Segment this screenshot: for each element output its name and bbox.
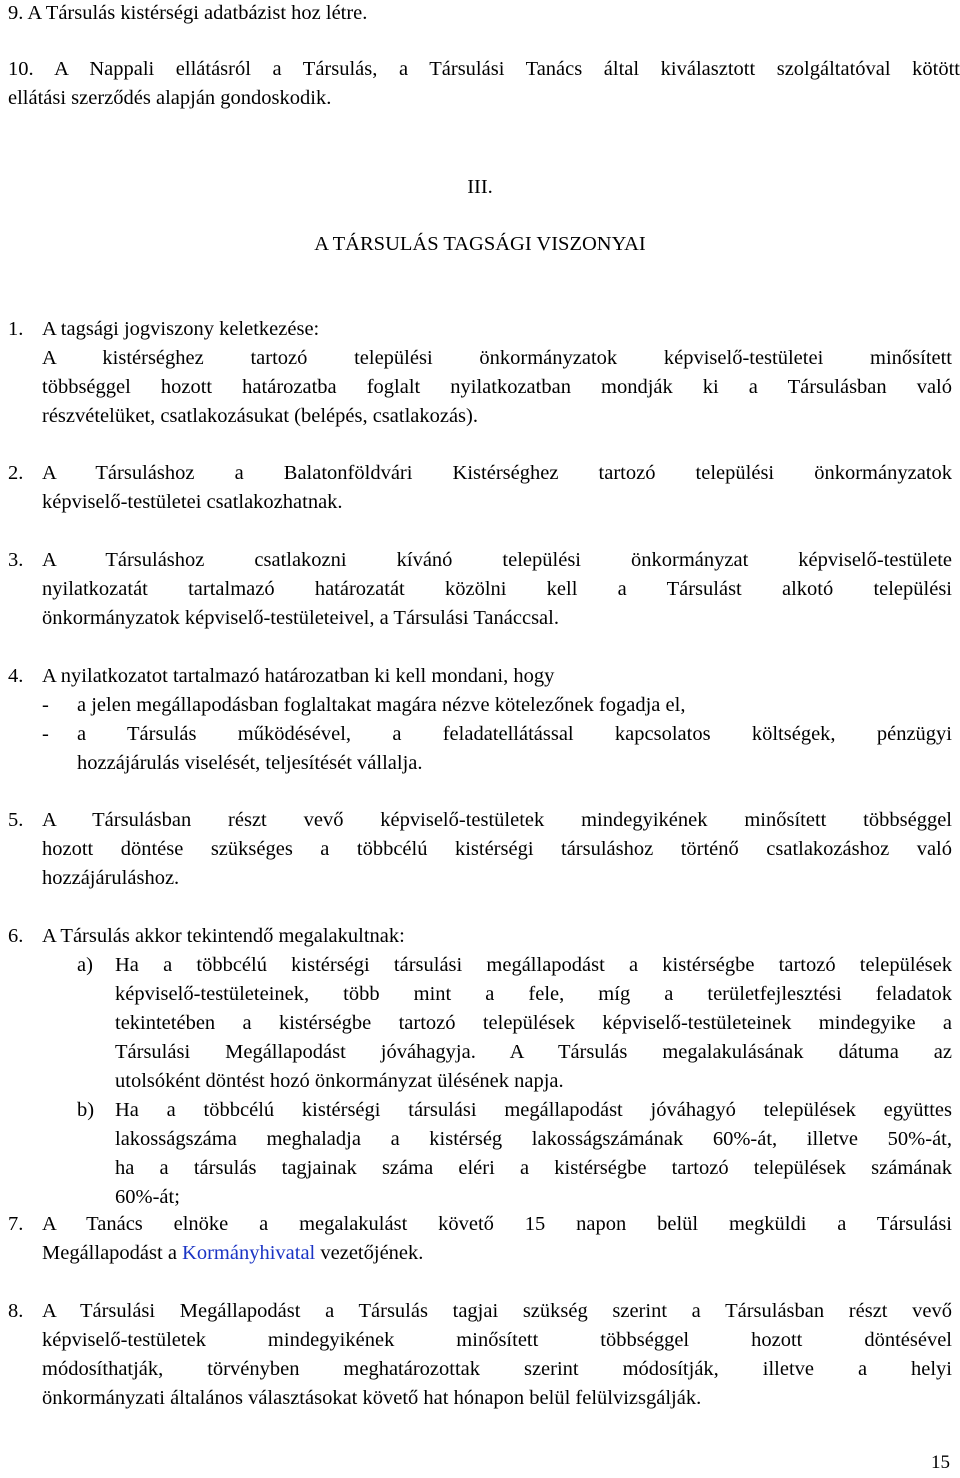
item-4-bullet-2-line-2: hozzájárulás viselését, teljesítését vállalja. [77, 752, 423, 774]
item-4-line-1: A nyilatkozatot tartalmazó határozatban ki kell mondani, hogy [42, 665, 555, 687]
item-10-line-1: 10. A Nappali ellátásról a Társulás, a Társulási Tanács által kiválasztott szolgáltatóval kötött [8, 58, 960, 80]
item-5-line-2: hozott döntése szükséges a többcélú kistérségi társuláshoz történő csatlakozáshoz való [42, 838, 952, 860]
item-6-a-label: a) [77, 954, 93, 976]
item-6-a-line-5: utolsóként döntést hozó önkormányzat ülésének napja. [115, 1070, 564, 1092]
item-8-line-4: önkormányzati általános választásokat követő hat hónapon belül felülvizsgálják. [42, 1387, 702, 1409]
item-6-b-line-3: ha a társulás tagjainak száma eléri a kistérségbe tartozó települések számának [115, 1157, 952, 1179]
item-6-a-line-3: tekintetében a kistérségbe tartozó települések képviselő-testületeinek mindegyike a [115, 1012, 952, 1034]
item-6-b-label: b) [77, 1099, 95, 1121]
item-8-line-2: képviselő-testületek mindegyikének minősített többséggel hozott döntésével [42, 1329, 952, 1351]
item-6-b-line-1: Ha a többcélú kistérségi társulási megállapodást jóváhagyó települések együttes [115, 1099, 952, 1121]
item-6-b-line-4: 60%-át; [115, 1186, 180, 1208]
item-7-number: 7. [8, 1213, 24, 1235]
item-9-text: 9. A Társulás kistérségi adatbázist hoz létre. [8, 2, 368, 24]
chapter-number: III. [467, 176, 493, 198]
item-7-line-2 [42, 1239, 423, 1269]
item-7-line-2-pre: Megállapodást a [42, 1242, 183, 1264]
item-7-line-2-post: vezetőjének. [315, 1242, 424, 1264]
item-6-a-line-4: Társulási Megállapodást jóváhagyja. A Társulás megalakulásának dátuma az [115, 1041, 952, 1063]
chapter-title: A TÁRSULÁS TAGSÁGI VISZONYAI [314, 233, 646, 255]
item-10-line-2: ellátási szerződés alapján gondoskodik. [8, 87, 332, 109]
item-4-bullet-2-line-1: a Társulás működésével, a feladatellátással kapcsolatos költségek, pénzügyi [77, 723, 952, 745]
item-4-bullet-1: a jelen megállapodásban foglaltakat magára nézve kötelezőnek fogadja el, [77, 694, 686, 716]
item-5-line-1: A Társulásban részt vevő képviselő-testületek mindegyikének minősített többséggel [42, 809, 952, 831]
item-1-number: 1. [8, 318, 24, 340]
item-6-number: 6. [8, 925, 24, 947]
item-2-number: 2. [8, 462, 24, 484]
item-1-line-3: többséggel hozott határozatba foglalt nyilatkozatban mondják ki a Társulásban való [42, 376, 952, 398]
item-6-line-1: A Társulás akkor tekintendő megalakultnak: [42, 925, 405, 947]
item-1-line-2: A kistérséghez tartozó települési önkormányzatok képviselő-testületei minősített [42, 347, 952, 369]
item-3-line-2: nyilatkozatát tartalmazó határozatát közölni kell a Társulást alkotó települési [42, 578, 952, 600]
item-4-bullet-1-dash: - [42, 694, 49, 716]
item-3-number: 3. [8, 549, 24, 571]
item-3-line-3: önkormányzatok képviselő-testületeivel, a Társulási Tanáccsal. [42, 607, 559, 629]
item-8-line-3: módosíthatják, törvényben meghatározottak szerint módosítják, illetve a helyi [42, 1358, 952, 1380]
item-6-a-line-1: Ha a többcélú kistérségi társulási megállapodást a kistérségbe tartozó települések [115, 954, 952, 976]
item-8-number: 8. [8, 1300, 24, 1322]
item-3-line-1: A Társuláshoz csatlakozni kívánó települési önkormányzat képviselő-testülete [42, 549, 952, 571]
item-4-bullet-2-dash: - [42, 723, 49, 745]
item-7-line-1: A Tanács elnöke a megalakulást követő 15 napon belül megküldi a Társulási [42, 1213, 952, 1235]
item-1-line-4: részvételüket, csatlakozásukat (belépés, csatlakozás). [42, 405, 478, 427]
kormanyhivatal-link[interactable]: Kormányhivatal [182, 1242, 316, 1264]
item-2-line-2: képviselő-testületei csatlakozhatnak. [42, 491, 343, 513]
item-5-line-3: hozzájáruláshoz. [42, 867, 180, 889]
item-8-line-1: A Társulási Megállapodást a Társulás tagjai szükség szerint a Társulásban részt vevő [42, 1300, 952, 1322]
item-4-number: 4. [8, 665, 24, 687]
page-number: 15 [931, 1452, 950, 1473]
item-2-line-1: A Társuláshoz a Balatonföldvári Kistérséghez tartozó települési önkormányzatok [42, 462, 952, 484]
item-5-number: 5. [8, 809, 24, 831]
item-1-line-1: A tagsági jogviszony keletkezése: [42, 318, 320, 340]
item-6-b-line-2: lakosságszáma meghaladja a kistérség lakosságszámának 60%-át, illetve 50%-át, [115, 1128, 952, 1150]
item-6-a-line-2: képviselő-testületeinek, több mint a fele, míg a területfejlesztési feladatok [115, 983, 952, 1005]
